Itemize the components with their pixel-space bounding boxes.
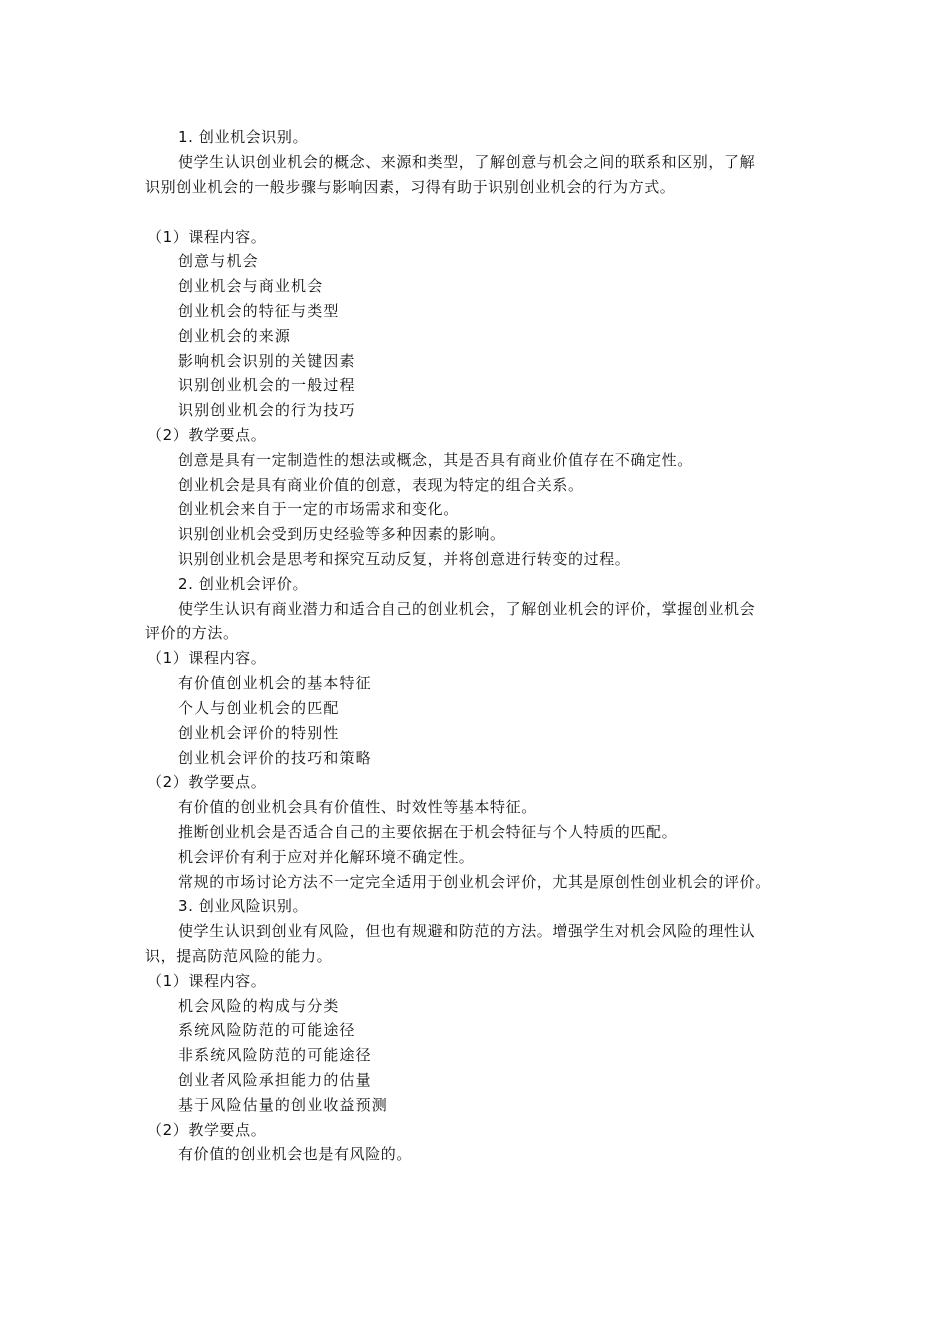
list-item: 个人与创业机会的匹配 xyxy=(178,699,340,717)
section-intro: 评价的方法。 xyxy=(145,624,239,642)
list-item: 识别创业机会是思考和探究互动反复，并将创意进行转变的过程。 xyxy=(178,550,631,568)
section-heading: 2. 创业机会评价。 xyxy=(178,575,309,593)
content-label: （1）课程内容。 xyxy=(147,972,267,990)
list-item: 创业者风险承担能力的估量 xyxy=(178,1071,372,1089)
list-item: 识别创业机会受到历史经验等多种因素的影响。 xyxy=(178,525,506,543)
section-heading: 1. 创业机会识别。 xyxy=(178,128,309,146)
content-label: （1）课程内容。 xyxy=(147,649,267,667)
list-item: 创业机会的来源 xyxy=(178,327,292,345)
list-item: 有价值的创业机会具有价值性、时效性等基本特征。 xyxy=(178,798,537,816)
section-intro: 识别创业机会的一般步骤与影响因素，习得有助于识别创业机会的行为方式。 xyxy=(145,178,676,196)
content-label: （1）课程内容。 xyxy=(147,228,267,246)
list-item: 推断创业机会是否适合自己的主要依据在于机会特征与个人特质的匹配。 xyxy=(178,823,678,841)
list-item: 机会评价有利于应对并化解环境不确定性。 xyxy=(178,848,475,866)
list-item: 影响机会识别的关键因素 xyxy=(178,352,356,370)
section-intro: 使学生认识到创业有风险，但也有规避和防范的方法。增强学生对机会风险的理性认 xyxy=(178,922,756,940)
points-label: （2）教学要点。 xyxy=(147,773,267,791)
list-item: 创业机会是具有商业价值的创意，表现为特定的组合关系。 xyxy=(178,476,584,494)
list-item: 创意与机会 xyxy=(178,252,259,270)
list-item: 识别创业机会的行为技巧 xyxy=(178,401,356,419)
list-item: 常规的市场讨论方法不一定完全适用于创业机会评价，尤其是原创性创业机会的评价。 xyxy=(178,873,771,891)
list-item: 识别创业机会的一般过程 xyxy=(178,376,356,394)
list-item: 有价值创业机会的基本特征 xyxy=(178,674,372,692)
list-item: 创业机会与商业机会 xyxy=(178,277,324,295)
list-item: 基于风险估量的创业收益预测 xyxy=(178,1096,388,1114)
list-item: 创业机会来自于一定的市场需求和变化。 xyxy=(178,500,459,518)
points-label: （2）教学要点。 xyxy=(147,1121,267,1139)
list-item: 创业机会的特征与类型 xyxy=(178,302,340,320)
list-item: 机会风险的构成与分类 xyxy=(178,997,340,1015)
section-intro: 使学生认识创业机会的概念、来源和类型，了解创意与机会之间的联系和区别，了解 xyxy=(178,153,756,171)
list-item: 有价值的创业机会也是有风险的。 xyxy=(178,1145,413,1163)
list-item: 创意是具有一定制造性的想法或概念，其是否具有商业价值存在不确定性。 xyxy=(178,451,693,469)
section-intro: 使学生认识有商业潜力和适合自己的创业机会，了解创业机会的评价，掌握创业机会 xyxy=(178,600,756,618)
list-item: 创业机会评价的特别性 xyxy=(178,724,340,742)
points-label: （2）教学要点。 xyxy=(147,426,267,444)
section-heading: 3. 创业风险识别。 xyxy=(178,897,309,915)
list-item: 系统风险防范的可能途径 xyxy=(178,1021,356,1039)
list-item: 非系统风险防范的可能途径 xyxy=(178,1046,372,1064)
section-intro: 识，提高防范风险的能力。 xyxy=(145,947,333,965)
list-item: 创业机会评价的技巧和策略 xyxy=(178,749,372,767)
